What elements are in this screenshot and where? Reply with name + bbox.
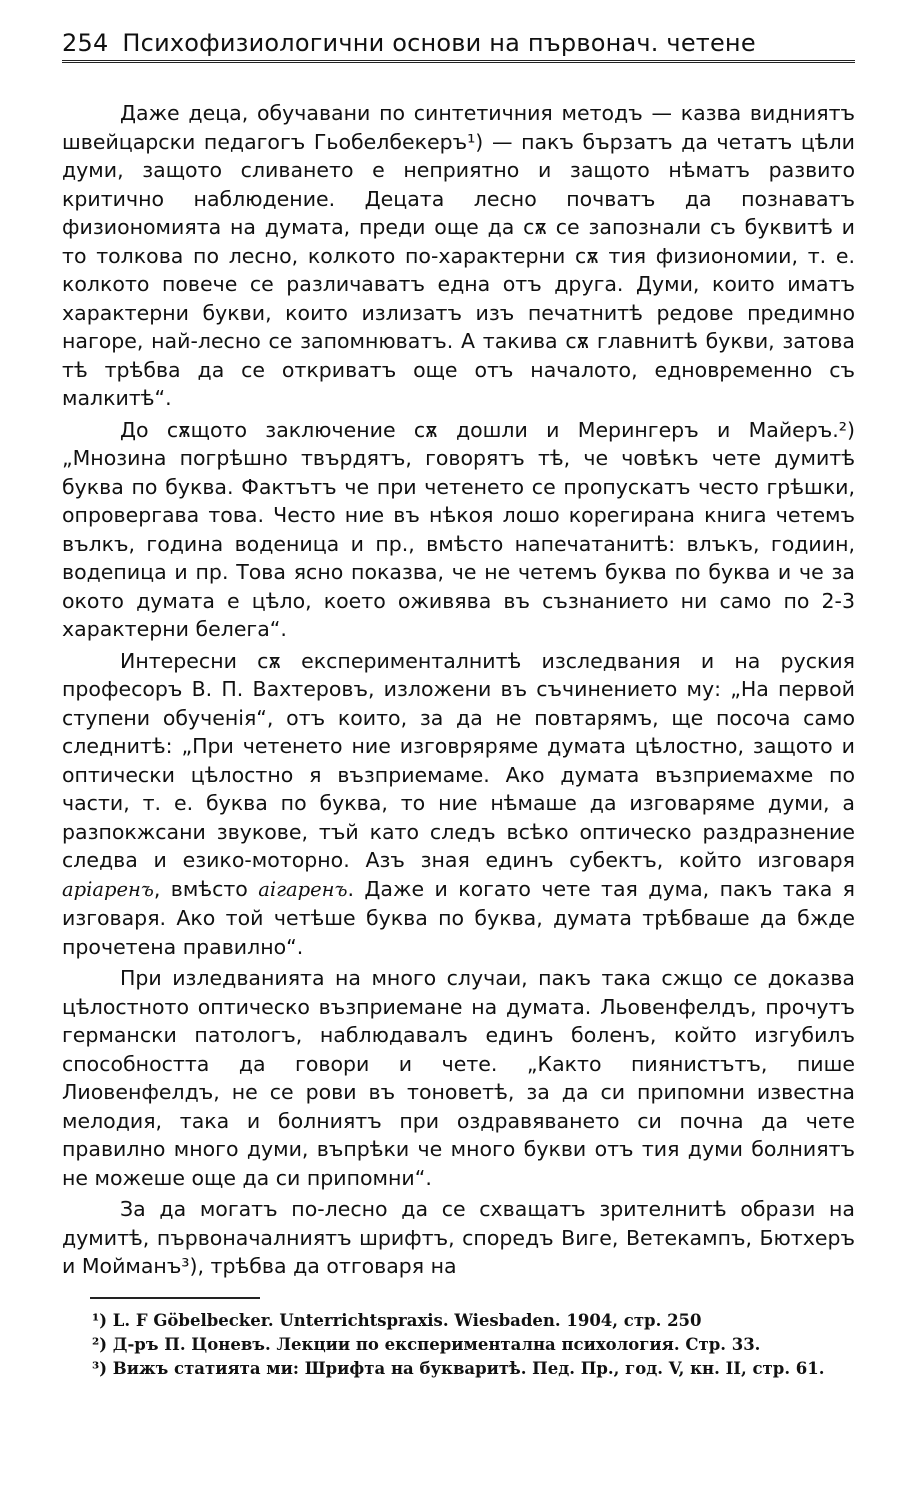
footnote-1: ¹) L. F Göbelbecker. Unterrichtspraxis. Wiesbaden. 1904, стр. 250	[92, 1310, 702, 1330]
paragraph-4: При изледванията на много случаи, пакъ така сжщо се доказва цѣлостното оптическо възприемане на думата. Льовенфелдъ, прочутъ германски патологъ, наблюдавалъ единъ боленъ, който изгубилъ способността да говори и чете. „Както пиянистътъ, пише Лиовенфелдъ, не се рови въ тоноветѣ, за да си припомни известна мелодия, така и болниятъ при оздравяването си почна да чете правилно много думи, въпрѣки че много букви отъ тия думи болниятъ не можеше още да си припомни“.	[62, 966, 855, 1190]
book-page	[62, 28, 855, 1381]
footnote-divider	[90, 1297, 260, 1299]
body-text	[62, 99, 855, 1281]
paragraph-1: Даже деца, обучавани по синтетичния методъ — казва видниятъ швейцарски педагогъ Гьобелбекеръ¹) — пакъ бързатъ да четатъ цѣли думи, защото сливането е неприятно и защото нѣматъ развито критично наблюдение. Децата лесно почватъ да познаватъ физиономията на думата, преди още да сѫ се запознали съ буквитѣ и то толкова по лесно, колкото по-характерни сѫ тия физиономии, т. е. колкото повече се различаватъ една отъ друга. Думи, които иматъ характерни букви, които излизатъ изъ печатнитѣ редове предимно нагоре, най-лесно се запомнюватъ. А такива сѫ главнитѣ букви, затова тѣ трѣбва да се откриватъ още отъ началото, едновременно съ малкитѣ“.	[62, 101, 855, 410]
footnote-2: ²) Д-ръ П. Цоневъ. Лекции по експериментална психология. Стр. 33.	[92, 1334, 761, 1354]
footnotes	[62, 1309, 855, 1381]
running-header	[62, 28, 855, 63]
running-title: Психофизиологични основи на първонач. четене	[122, 29, 756, 57]
paragraph-2: До сѫщото заключение сѫ дошли и Мерингеръ и Майеръ.²) „Мнозина погрѣшно твърдятъ, говорятъ тѣ, че човѣкъ чете думитѣ буква по буква. Фактътъ че при четенето се пропускатъ често грѣшки, опровергава това. Често ние въ нѣкоя лошо корегирана книга четемъ вълкъ, година воденица и пр., вмѣсто напечатанитѣ: влъкъ, годиин, водепица и пр. Това ясно показва, че не четемъ буква по буква и че за окото думата е цѣло, което оживява въ съзнанието ни само по 2-3 характерни белега“.	[62, 417, 855, 641]
italic-word-1: арiаренъ	[62, 877, 154, 901]
paragraph-3-part-2: , вмѣсто	[153, 876, 259, 901]
paragraph-3-part-3: . Даже и когато чете тая дума, пакъ така я изговаря. Ако той четѣше буква по буква, думата трѣбваше да бжде прочетена правилно“.	[62, 876, 855, 959]
paragraph-3	[62, 647, 855, 962]
paragraph-3-part-1: Интересни сѫ експерименталнитѣ изследвания и на руския професоръ В. П. Вахтеровъ, изложени въ съчинението му: „На первой ступени обученія“, отъ които, за да не повтарямъ, ще посоча само следнитѣ: „При четенето ние изговряряме думата цѣлостно, защото и оптически цѣлостно я възприемаме. Ако думата възприемахме по части, т. е. буква по буква, то ние нѣмаше да изговаряме думи, а разпокжсани звукове, тъй като следъ всѣко оптическо раздразнение следва и езико-моторно. Азъ зная единъ субектъ, който изговаря	[62, 648, 855, 872]
italic-word-2: аiгаренъ	[258, 877, 348, 901]
footnote-3: ³) Вижъ статията ми: Шрифта на букваритѣ. Пед. Пр., год. V, кн. II, стр. 61.	[92, 1358, 825, 1378]
paragraph-5: За да могатъ по-лесно да се схващатъ зрителнитѣ образи на думитѣ, първоначалниятъ шрифтъ, споредъ Виге, Ветекампъ, Бютхеръ и Мойманъ³), трѣбва да отговаря на	[62, 1197, 855, 1278]
page-number: 254	[62, 29, 109, 57]
